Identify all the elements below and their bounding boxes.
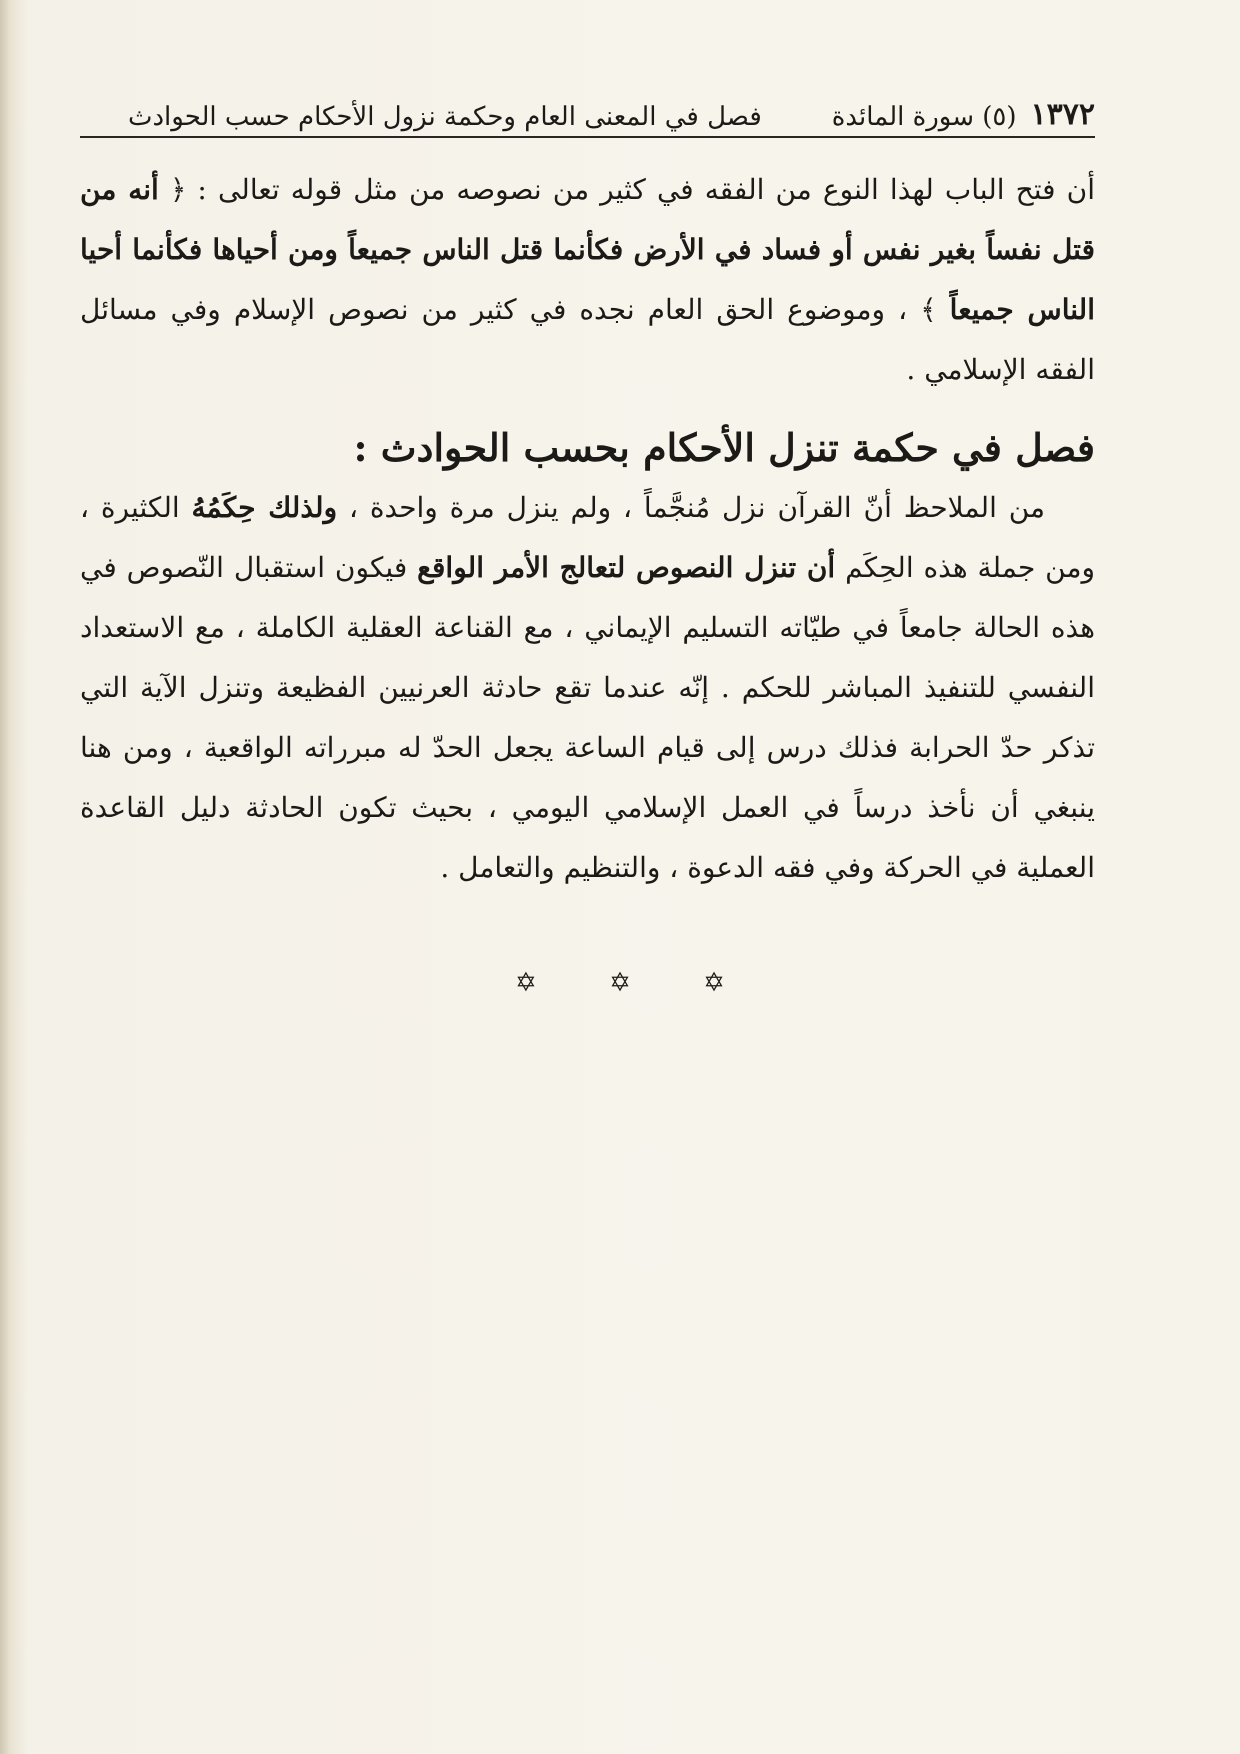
paragraph-2-bold-1: ولذلك حِكَمُهُ [191,491,338,524]
section-ornament [0,968,1240,998]
paragraph-2 [80,478,1095,898]
page-header [80,82,1095,132]
paragraph-1-intro: أن فتح الباب لهذا النوع من الفقه في كثير من نصوصه من مثل قوله تعالى : ﴿ [169,173,1095,206]
paragraph-2-bold-2: أن تنزل النصوص لتعالج الأمر الواقع [417,551,836,584]
header-divider [80,136,1095,138]
quran-quote: أنه من قتل نفساً بغير نفس أو فساد في الأرض فكأنما قتل الناس جميعاً ومن أحياها فكأنما أحيا الناس جميعاً [80,173,1095,326]
section-heading: فصل في حكمة تنزل الأحكام بحسب الحوادث : [353,425,1095,470]
surah-name: (٥) سورة المائدة [831,102,1017,132]
running-title: فصل في المعنى العام وحكمة نزول الأحكام حسب الحوادث [128,102,762,132]
page-number: ١٣٧٢ [1030,97,1095,132]
star-icon: ✡ [703,968,725,998]
paragraph-1 [80,160,1095,400]
star-icon: ✡ [609,968,631,998]
paragraph-2-part-2: الكثيرة ، ومن جملة هذه الحِكَم [80,491,1095,584]
paragraph-2-part-1: من الملاحظ أنّ القرآن نزل مُنجَّماً ، ولم ينزل مرة واحدة ، [348,491,1046,524]
star-icon: ✡ [515,968,537,998]
paragraph-1-outro: ﴾ ، وموضوع الحق العام نجده في كثير من نصوص الإسلام وفي مسائل الفقه الإسلامي . [80,293,1095,386]
paragraph-2-part-3: فيكون استقبال النّصوص في هذه الحالة جامعاً في طيّاته التسليم الإيماني ، مع القناعة العقلية الكاملة ، مع الاستعداد النفسي للتنفيذ المباشر للحكم . إنّه عندما تقع حادثة العرنيين الفظيعة وتنزل الآية التي تذكر حدّ الحرابة فذلك درس إلى قيام الساعة يجعل الحدّ له مبرراته الواقعية ، ومن هنا ينبغي أن نأخذ درساً في العمل الإسلامي اليومي ، بحيث تكون الحادثة دليل القاعدة العملية في الحركة وفي فقه الدعوة ، والتنظيم والتعامل . [80,551,1095,884]
